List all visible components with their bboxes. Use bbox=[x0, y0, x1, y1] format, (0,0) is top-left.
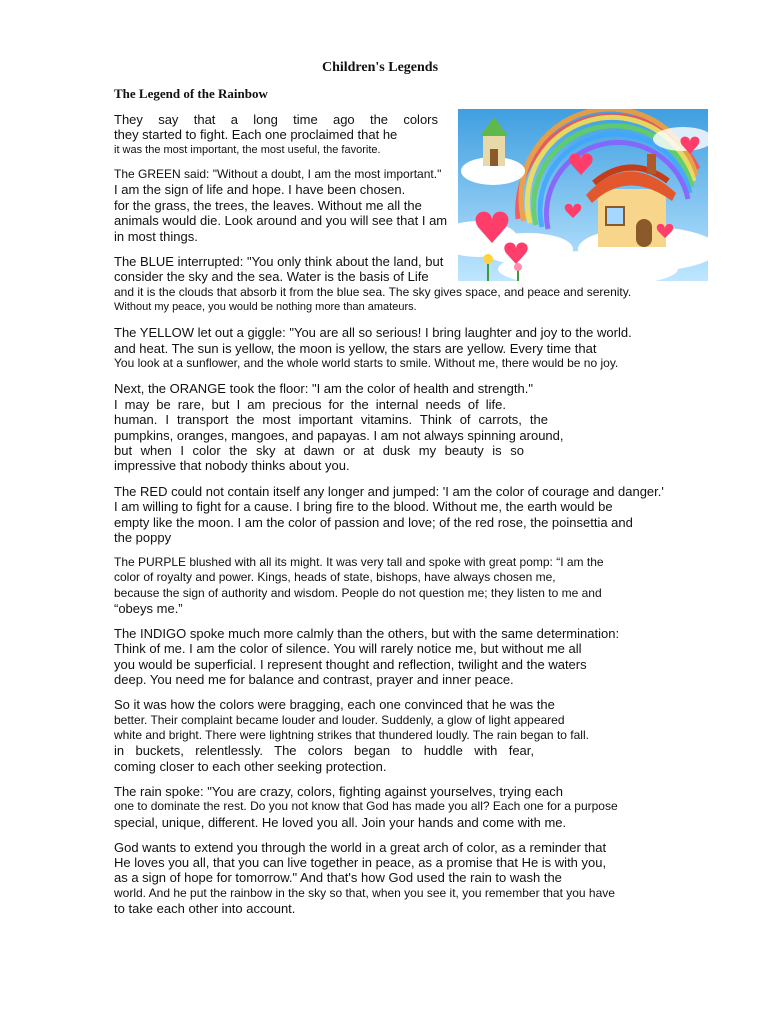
paragraph-line: So it was how the colors were bragging, each one convinced that he was the bbox=[114, 697, 555, 712]
paragraph-line: animals would die. Look around and you will see that I am bbox=[114, 213, 448, 228]
paragraph-line: “obeys me.” bbox=[114, 601, 183, 616]
paragraph-line: coming closer to each other seeking protection. bbox=[114, 759, 387, 774]
paragraph-line: because the sign of authority and wisdom. People do not question me; they listen to me and bbox=[114, 586, 602, 600]
paragraph-line: He loves you all, that you can live together in peace, as a promise that He is with you, bbox=[114, 855, 607, 870]
paragraph-line: the poppy bbox=[114, 530, 172, 545]
paragraph-line: The rain spoke: "You are crazy, colors, fighting against yourselves, trying each bbox=[114, 784, 564, 799]
paragraph-line: and it is the clouds that absorb it from the blue sea. The sky gives space, and peace and serenity. bbox=[114, 285, 632, 299]
paragraph-line: I am the sign of life and hope. I have been chosen. bbox=[114, 182, 406, 197]
paragraph-line: in buckets, relentlessly. The colors began to huddle with fear, bbox=[114, 743, 534, 758]
paragraph-line: I am willing to fight for a cause. I bring fire to the blood. Without me, the earth would be bbox=[114, 499, 613, 514]
paragraph-line: world. And he put the rainbow in the sky so that, when you see it, you remember that you have bbox=[114, 886, 615, 900]
paragraph-line: human. I transport the most important vitamins. Think of carrots, the bbox=[114, 412, 548, 427]
paragraph-line: The PURPLE blushed with all its might. It was very tall and spoke with great pomp: “I am the bbox=[114, 555, 604, 569]
paragraph-line: You look at a sunflower, and the whole world starts to smile. Without me, there would be no joy. bbox=[114, 356, 619, 370]
paragraph-line: better. Their complaint became louder and louder. Suddenly, a glow of light appeared bbox=[114, 713, 565, 727]
paragraph-line: The YELLOW let out a giggle: "You are all so serious! I bring laughter and joy to the world. bbox=[114, 325, 632, 340]
paragraph-line: Think of me. I am the color of silence. You will rarely notice me, but without me all bbox=[114, 641, 582, 656]
paragraph-line: They say that a long time ago the colors bbox=[114, 112, 438, 127]
paragraph-line: white and bright. There were lightning strikes that thundered loudly. The rain began to fall. bbox=[114, 728, 589, 742]
paragraph-line: color of royalty and power. Kings, heads of state, bishops, have always chosen me, bbox=[114, 570, 556, 584]
paragraph-line: impressive that nobody thinks about you. bbox=[114, 458, 350, 473]
paragraph-line: The GREEN said: "Without a doubt, I am the most important." bbox=[114, 167, 442, 181]
paragraph-line: special, unique, different. He loved you all. Join your hands and come with me. bbox=[114, 815, 567, 830]
document-title: Children's Legends bbox=[321, 60, 439, 75]
paragraph-line: in most things. bbox=[114, 229, 198, 244]
paragraph-line: deep. You need me for balance and contrast, prayer and inner peace. bbox=[114, 672, 514, 687]
paragraph-line: they started to fight. Each one proclaimed that he bbox=[114, 127, 398, 142]
paragraph-line: consider the sky and the sea. Water is the basis of Life bbox=[114, 269, 429, 284]
paragraph-line: and heat. The sun is yellow, the moon is yellow, the stars are yellow. Every time that bbox=[114, 341, 597, 356]
rainbow-house-illustration bbox=[458, 109, 708, 281]
paragraph-line: pumpkins, oranges, mangoes, and papayas. I am not always spinning around, bbox=[114, 428, 564, 443]
paragraph-line: Next, the ORANGE took the floor: "I am the color of health and strength." bbox=[114, 381, 533, 396]
paragraph-line: as a sign of hope for tomorrow." And that's how God used the rain to wash the bbox=[114, 870, 562, 885]
paragraph-line: The BLUE interrupted: "You only think about the land, but bbox=[114, 254, 444, 269]
paragraph-line: empty like the moon. I am the color of passion and love; of the red rose, the poinsettia and bbox=[114, 515, 633, 530]
paragraph-line: it was the most important, the most useful, the favorite. bbox=[114, 144, 381, 156]
section-heading: The Legend of the Rainbow bbox=[114, 86, 268, 101]
paragraph-line: you would be superficial. I represent thought and reflection, twilight and the waters bbox=[114, 657, 587, 672]
paragraph-line: I may be rare, but I am precious for the internal needs of life. bbox=[114, 397, 506, 412]
paragraph-line: but when I color the sky at dawn or at dusk my beauty is so bbox=[114, 443, 524, 458]
paragraph-line: God wants to extend you through the world in a great arch of color, as a reminder that bbox=[114, 840, 607, 855]
paragraph-line: Without my peace, you would be nothing more than amateurs. bbox=[114, 301, 417, 313]
paragraph-line: The RED could not contain itself any longer and jumped: 'I am the color of courage and danger.' bbox=[114, 484, 664, 499]
paragraph-line: one to dominate the rest. Do you not know that God has made you all? Each one for a purpose bbox=[114, 799, 618, 813]
paragraph-line: The INDIGO spoke much more calmly than the others, but with the same determination: bbox=[114, 626, 620, 641]
paragraph-line: to take each other into account. bbox=[114, 901, 296, 916]
paragraph-line: for the grass, the trees, the leaves. Without me all the bbox=[114, 198, 422, 213]
